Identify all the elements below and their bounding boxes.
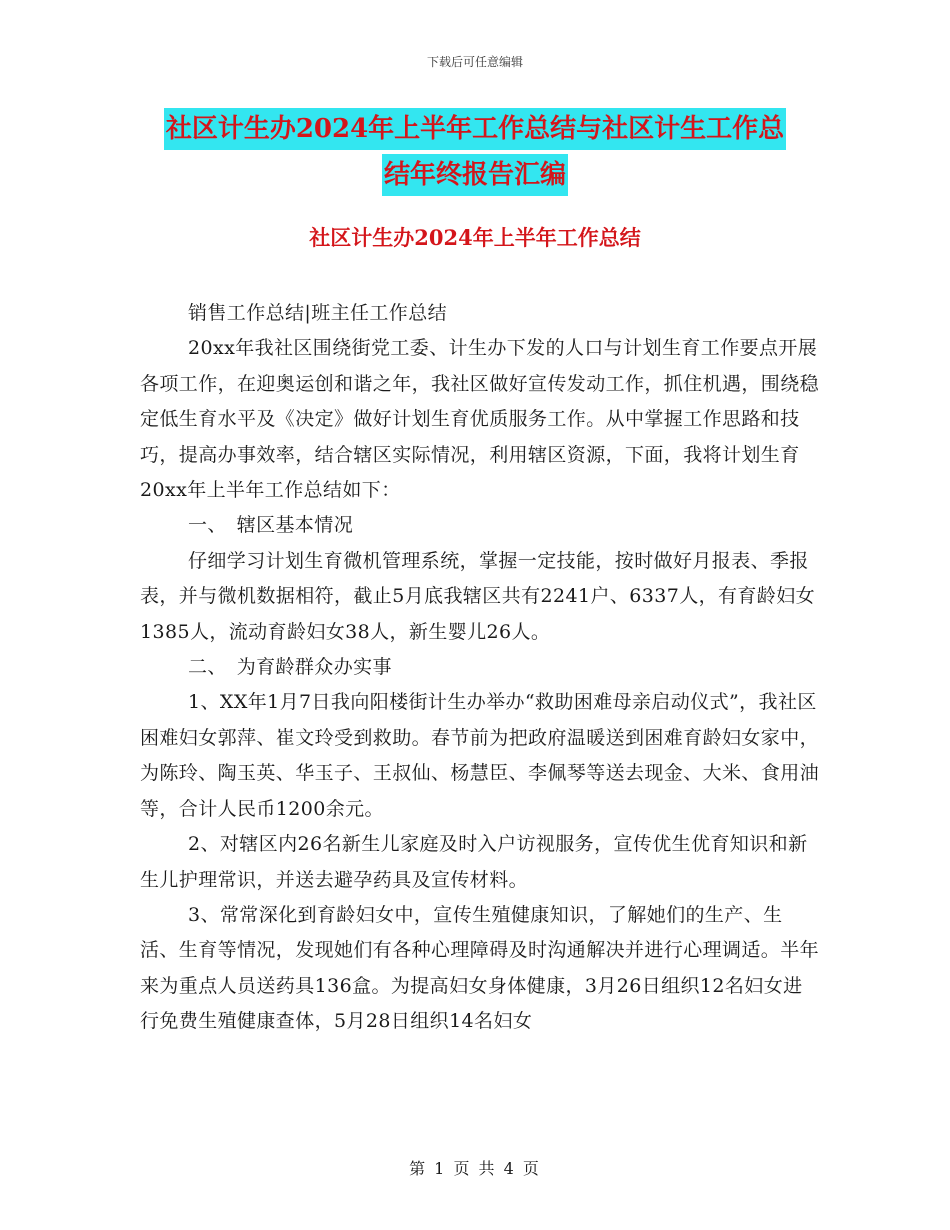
paragraph-item-1: 1、XX年1月7日我向阳楼街计生办举办“救助困难母亲启动仪式”，我社区困难妇女郭萍、崔文玲受到救助。春节前为把政府温暖送到困难育龄妇女家中，为陈玲、陶玉英、华玉子、王叔仙、杨慧臣、李佩琴等送去现金、大米、食用油等，合计人民币1200余元。 <box>140 691 820 820</box>
header-note: 下载后可任意编辑 <box>426 55 523 69</box>
section-title: 社区计生办2024年上半年工作总结 <box>309 225 641 250</box>
paragraph-intro: 20xx年我社区围绕街党工委、计生办下发的人口与计划生育工作要点开展各项工作，在迎奥运创和谐之年，我社区做好宣传发动工作，抓住机遇，围绕稳定低生育水平及《决定》做好计划生育优质服务工作。从中掌握工作思路和技巧，提高办事效率，结合辖区实际情况，利用辖区资源，下面，我将计划生育20xx年上半年工作总结如下： <box>140 337 820 502</box>
paragraph-item-2: 2、对辖区内26名新生儿家庭及时入户访视服务，宣传优生优育知识和新生儿护理常识，并送去避孕药具及宣传材料。 <box>140 833 808 891</box>
document-title <box>0 108 950 200</box>
title-line-2: 结年终报告汇编 <box>382 154 568 196</box>
page-number: 第 1 页 共 4 页 <box>409 1159 541 1178</box>
document-body <box>140 296 820 1040</box>
title-line-1: 社区计生办2024年上半年工作总结与社区计生工作总 <box>164 108 786 150</box>
heading-section-1: 一、 辖区基本情况 <box>188 514 354 537</box>
paragraph-tags: 销售工作总结|班主任工作总结 <box>188 302 448 324</box>
heading-section-2: 二、 为育龄群众办实事 <box>188 656 392 679</box>
paragraph-section-1: 仔细学习计划生育微机管理系统，掌握一定技能，按时做好月报表、季报表，并与微机数据相符，截止5月底我辖区共有2241户、6337人，有育龄妇女1385人，流动育龄妇女38人，新生婴儿26人。 <box>140 549 815 643</box>
paragraph-item-3: 3、常常深化到育龄妇女中，宣传生殖健康知识，了解她们的生产、生活、生育等情况，发现她们有各种心理障碍及时沟通解决并进行心理调适。半年来为重点人员送药具136盒。为提高妇女身体健康，3月26日组织12名妇女进行免费生殖健康查体，5月28日组织14名妇女 <box>140 903 820 1033</box>
